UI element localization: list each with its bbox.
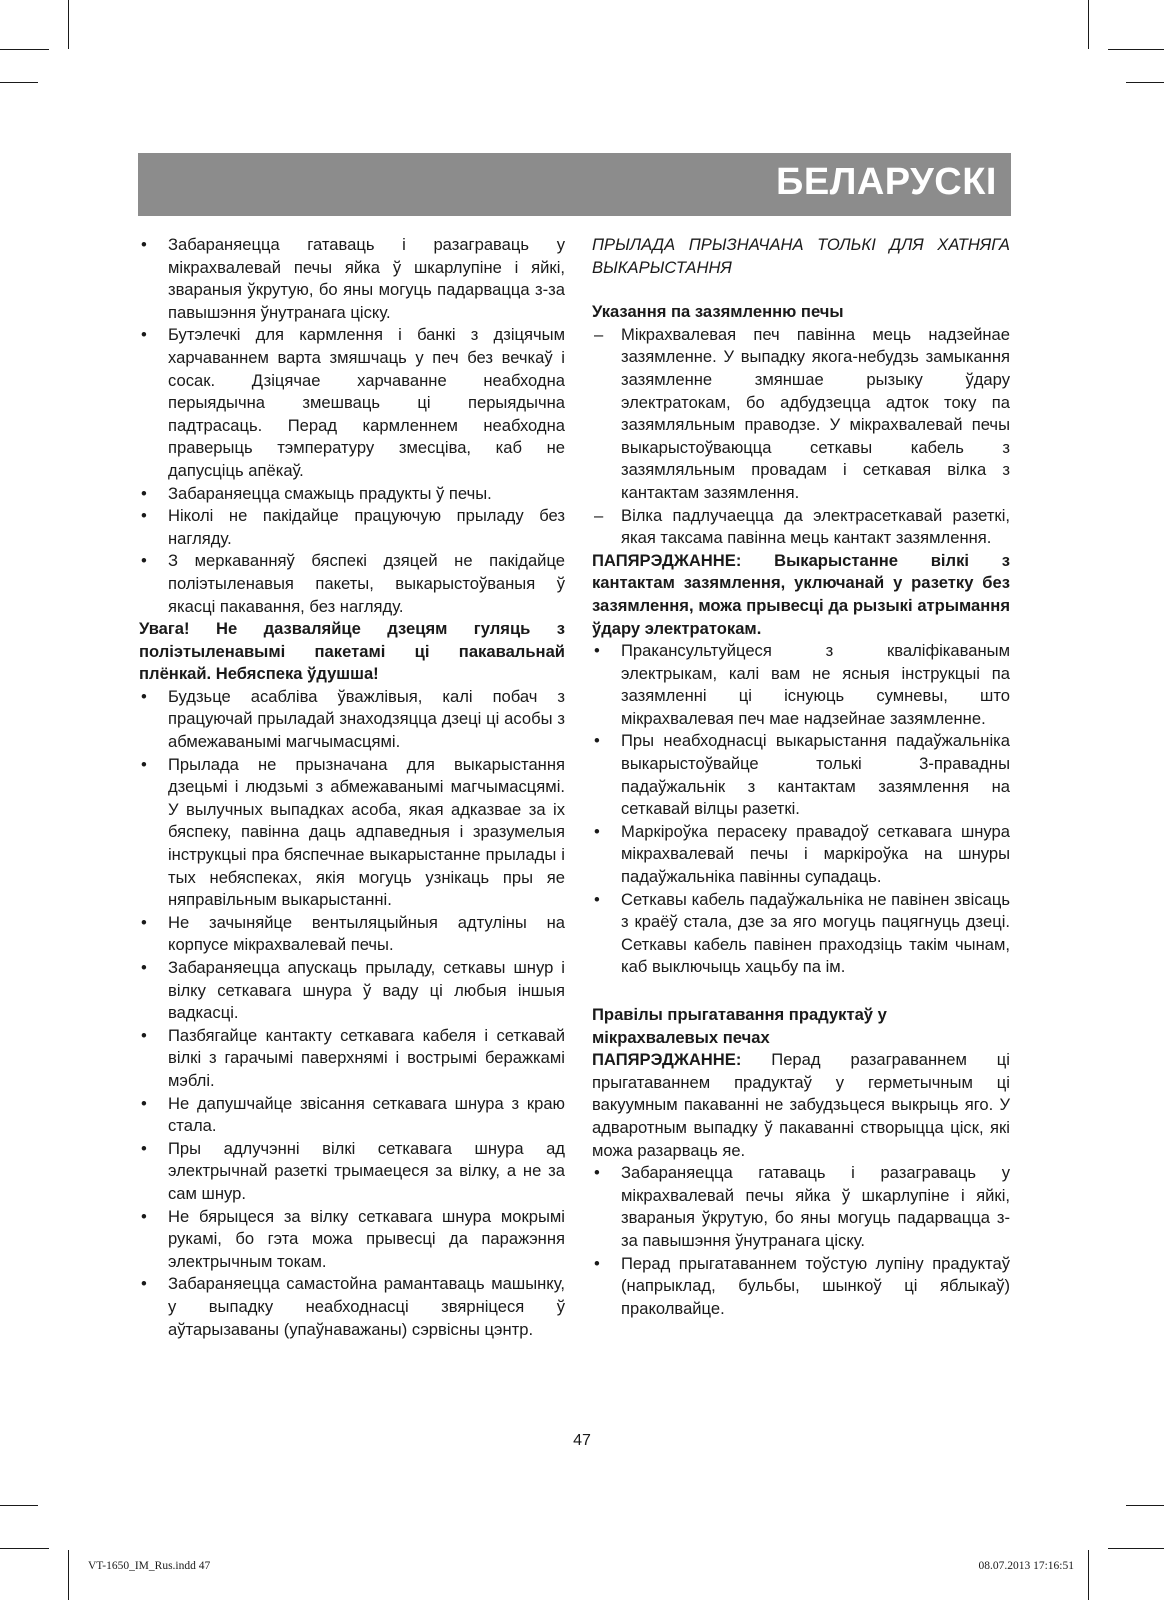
child-safety-warning: Увага! Не дазваляйце дзецям гуляць з поліэтыленавымі пакетамі ці пакавальнай плёнкай. Небяспека ўдушша! [139, 619, 565, 684]
crop-mark [0, 1548, 49, 1549]
list-item [592, 1253, 1010, 1321]
dash-list [592, 324, 1010, 550]
list-item [139, 234, 565, 324]
bullet-marker: • [141, 686, 147, 706]
list-item-text: Забараняецца гатаваць і разаграваць у мікрахвалевай печы яйка ў шкарлупіне і яйкі, звараныя ўкрутую, бо яны могуць падарвацца з-за павышэння ўнутранага ціску. [621, 1163, 1010, 1250]
bullet-marker: • [141, 1093, 147, 1113]
spacer [592, 979, 1010, 1004]
bullet-marker: • [141, 551, 147, 571]
list-item [592, 640, 1010, 730]
list-item-text: Ніколі не пакідайце працуючую прыладу без нагляду. [168, 506, 565, 548]
crop-mark [1088, 0, 1089, 49]
list-item-text: Прылада не прызначана для выкарыстання дзецьмі і людзьмі з абмежаванымі магчымасцямі. У вылучных выпадках асоба, якая адказвае за іх бяспеку, павінна даць адпаведныя і зразумелыя інструкцыі пра бяспечнае выкарыстанне прылады і тых небяспеках, якія могуць узнікаць пры яе няправільным выкарыстанні. [168, 754, 565, 910]
bullet-marker: • [141, 1025, 147, 1045]
list-item [592, 730, 1010, 820]
crop-mark [68, 0, 69, 49]
bullet-list [592, 1162, 1010, 1320]
list-item-text: Мікрахвалевая печ павінна мець надзейнае зазямленне. У выпадку якога-небудзь замыкання зазямленне змяншае рызыку ўдару электратокам, бо адбудзецца адток току па зазямляльным праводзе. У мікрахвалевай печы выкарыстоўваюцца сеткавы кабель з зазямляльным провадам і сеткавая вілка з кантактам зазямлення. [621, 324, 1010, 502]
bullet-marker: • [594, 1253, 600, 1273]
footer-file-name: VT-1650_IM_Rus.indd 47 [88, 1560, 211, 1572]
list-item [139, 1093, 565, 1138]
bullet-marker: • [141, 1138, 147, 1158]
bullet-list [139, 686, 565, 1341]
list-item-text: Пазбягайце кантакту сеткавага кабеля і сеткавай вілкі з гарачымі паверхнямі і вострымі беражкамі мэблі. [168, 1025, 565, 1090]
list-item [139, 754, 565, 912]
list-item [592, 505, 1010, 550]
bullet-marker: • [141, 912, 147, 932]
list-item-text: Перад прыгатаваннем тоўстую лупіну прадуктаў (напрыклад, бульбы, шынкоў ці яблыкаў) праколвайце. [621, 1253, 1010, 1318]
list-item-text: Пры неабходнасці выкарыстання падаўжальніка выкарыстоўвайце толькі 3-правадны падаўжальнік з кантактам зазямлення на сеткавай вілцы разеткі. [621, 731, 1010, 819]
crop-mark [0, 49, 49, 50]
section-heading: Правілы прыгатавання прадуктаў у мікрахвалевых печах [592, 1005, 887, 1047]
grounding-caution: ПАПЯРЭДЖАННЕ: Выкарыстанне вілкі з кантактам зазямлення, уключанай у разетку без зазямлення, можа прывесці да рызыкі атрымання ўдару электратокам. [592, 550, 1010, 638]
list-item-text: Маркіроўка перасеку правадоў сеткавага шнура мікрахвалевай печы і маркіроўка на шнуры падаўжальніка павінны супадаць. [621, 821, 1010, 887]
crop-mark [0, 1505, 38, 1506]
list-item [592, 324, 1010, 505]
section-heading: Указання па зазямленню печы [592, 302, 844, 322]
packaging-caution [592, 1049, 1010, 1162]
list-item [139, 1138, 565, 1206]
bullet-marker: • [141, 958, 147, 977]
bullet-marker: • [594, 641, 600, 661]
crop-mark [1108, 49, 1164, 50]
bullet-marker: • [141, 1274, 147, 1294]
household-use-note: ПРЫЛАДА ПРЫЗНАЧАНА ТОЛЬКІ ДЛЯ ХАТНЯГА ВЫКАРЫСТАННЯ [592, 235, 1010, 277]
left-column [139, 234, 565, 1341]
crop-mark [1088, 1550, 1089, 1600]
list-item [139, 324, 565, 482]
list-item [139, 550, 565, 618]
bullet-marker: • [141, 754, 147, 774]
crop-mark [1126, 82, 1164, 83]
list-item [592, 1162, 1010, 1252]
spacer [592, 279, 1010, 301]
crop-mark [0, 82, 38, 83]
list-item-text: З меркаванняў бяспекі дзяцей не пакідайце поліэтыленавыя пакеты, выкарыстоўваныя ў якасці пакавання, без нагляду. [168, 551, 565, 616]
crop-mark [1108, 1548, 1164, 1549]
list-item [139, 686, 565, 754]
bullet-list [592, 640, 1010, 979]
dash-marker: – [594, 324, 604, 344]
bullet-marker: • [594, 731, 600, 751]
list-item-text: Забараняецца самастойна рамантаваць машынку, у выпадку неабходнасці звярніцеся ў аўтарызаваны (упаўнаважаны) сэрвісны цэнтр. [168, 1274, 565, 1339]
right-column [592, 234, 1010, 1320]
bullet-marker: • [141, 235, 147, 254]
list-item-text: Будзьце асабліва ўважлівыя, калі побач з працуючай прыладай знаходзяцца дзеці ці асобы з абмежаванымі магчымасцямі. [168, 686, 565, 752]
list-item-text: Забараняецца апускаць прыладу, сеткавы шнур і вілку сеткавага шнура ў ваду ці любыя іншыя вадкасці. [168, 958, 565, 1023]
language-header-bar [138, 153, 1011, 216]
list-item [139, 912, 565, 957]
bullet-marker: • [141, 325, 147, 345]
caution-text: Перад разаграваннем ці прыгатаваннем прадуктаў у герметычным ці вакуумным пакаванні не забудзьцеся выкрыць яго. У адваротным выпадку ў пакаванні створыцца ціск, які можа разарваць яе. [592, 1050, 1010, 1160]
list-item-text: Вілка падлучаецца да электрасеткавай разеткі, якая таксама павінна мець кантакт зазямлення. [621, 505, 1010, 548]
bullet-marker: • [594, 889, 600, 909]
bullet-marker: • [141, 1206, 147, 1226]
list-item [139, 1206, 565, 1274]
list-item-text: Пракансультуйцеся з кваліфікаваным электрыкам, калі вам не ясныя інструкцыі па зазямленні ці існуюць сумневы, што мікрахвалевая печ мае надзейнае зазямленне. [621, 641, 1010, 728]
list-item-text: Забараняецца гатаваць і разаграваць у мікрахвалевай печы яйка ў шкарлупіне і яйкі, звараныя ўкрутую, бо яны могуць падарвацца з-за павышэння ўнутранага ціску. [168, 235, 565, 322]
list-item-text: Забараняецца смажыць прадукты ў печы. [168, 483, 492, 503]
list-item [139, 483, 565, 506]
list-item-text: Не бярыцеся за вілку сеткавага шнура мокрымі рукамі, бо гэта можа прывесці да паражэння электрычным токам. [168, 1206, 565, 1271]
page-number: 47 [573, 1432, 591, 1449]
bullet-list [139, 234, 565, 618]
list-item [139, 505, 565, 550]
caution-label: ПАПЯРЭДЖАННЕ: [592, 1050, 742, 1070]
list-item-text: Сеткавы кабель падаўжальніка не павінен звісаць з краёў стала, дзе за яго могуць пацягнуць дзеці. Сеткавы кабель павінен праходзіць такім чынам, каб выключыць хацьбу па ім. [621, 889, 1010, 977]
list-item [139, 1025, 565, 1093]
footer-timestamp: 08.07.2013 17:16:51 [978, 1560, 1074, 1572]
bullet-marker: • [141, 506, 147, 526]
list-item-text: Не зачыняйце вентыляцыйныя адтуліны на корпусе мікрахвалевай печы. [168, 912, 565, 955]
dash-marker: – [594, 505, 604, 525]
list-item [139, 1273, 565, 1341]
list-item [592, 821, 1010, 889]
list-item-text: Не дапушчайце звісання сеткавага шнура з краю стала. [168, 1093, 565, 1136]
bullet-marker: • [594, 821, 600, 841]
language-title: БЕЛАРУСКІ [776, 161, 997, 203]
list-item-text: Пры адлучэнні вілкі сеткавага шнура ад электрычнай разеткі трымаецеся за вілку, а не за сам шнур. [168, 1138, 565, 1203]
list-item [592, 889, 1010, 979]
bullet-marker: • [594, 1163, 600, 1183]
list-item-text: Бутэлечкі для кармлення і банкі з дзіцячым харчаваннем варта змяшчаць у печ без вечкаў і сосак. Дзіцячае харчаванне неабходна перыядычна змешваць ці перыядычна падтрасаць. Перад кармленнем неабходна праверыць тэмпературу змесціва, каб не дапусціць апёкаў. [168, 325, 565, 480]
list-item [139, 957, 565, 1025]
crop-mark [1126, 1505, 1164, 1506]
bullet-marker: • [141, 483, 147, 503]
crop-mark [68, 1550, 69, 1600]
